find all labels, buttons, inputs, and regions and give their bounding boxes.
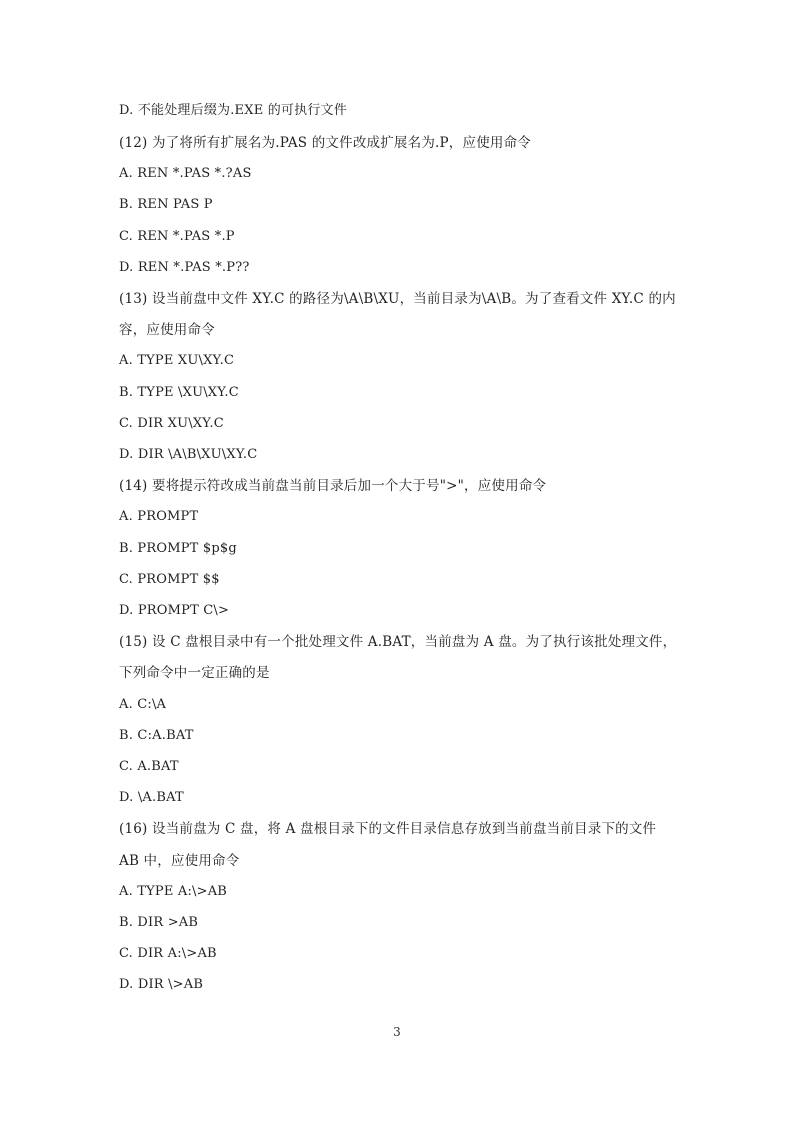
option-line: C. DIR XU\XY.C (119, 416, 224, 431)
question-line: (15) 设 C 盘根目录中有一个批处理文件 A.BAT，当前盘为 A 盘。为了执行该批处理文件， (119, 634, 677, 650)
option-line: B. PROMPT $p$g (119, 541, 237, 556)
option-line: A. REN *.PAS *.?AS (119, 166, 252, 181)
option-line: D. DIR \A\B\XU\XY.C (119, 447, 258, 462)
option-line: D. REN *.PAS *.P?? (119, 260, 250, 275)
question-line: 容，应使用命令 (119, 322, 215, 338)
option-line: C. A.BAT (119, 759, 179, 774)
question-line: (12) 为了将所有扩展名为.PAS 的文件改成扩展名为.P，应使用命令 (119, 135, 532, 151)
option-line: A. TYPE XU\XY.C (119, 353, 235, 368)
option-line: D. 不能处理后缀为.EXE 的可执行文件 (119, 103, 347, 118)
option-line: C. PROMPT $$ (119, 572, 220, 587)
option-line: B. DIR >AB (119, 915, 199, 930)
option-line: A. TYPE A:\>AB (119, 884, 228, 899)
option-line: B. TYPE \XU\XY.C (119, 385, 239, 400)
option-line: B. REN PAS P (119, 197, 213, 212)
option-line: D. \A.BAT (119, 790, 184, 805)
page-number: 3 (393, 1025, 401, 1039)
option-line: D. PROMPT C\> (119, 603, 230, 618)
option-line: A. C:\A (119, 697, 167, 712)
option-line: A. PROMPT (119, 509, 199, 524)
question-line: (13) 设当前盘中文件 XY.C 的路径为\A\B\XU，当前目录为\A\B。为了查看文件 XY.C 的内 (119, 291, 676, 307)
option-line: C. DIR A:\>AB (119, 946, 217, 961)
question-line: (16) 设当前盘为 C 盘，将 A 盘根目录下的文件目录信息存放到当前盘当前目录下的文件 (119, 821, 657, 837)
option-line: C. REN *.PAS *.P (119, 229, 235, 244)
question-line: (14) 要将提示符改成当前盘当前目录后加一个大于号">"，应使用命令 (119, 478, 547, 494)
question-line: 下列命令中一定正确的是 (119, 665, 270, 681)
option-line: D. DIR \>AB (119, 977, 204, 992)
option-line: B. C:A.BAT (119, 728, 194, 743)
question-line: AB 中，应使用命令 (119, 853, 240, 869)
